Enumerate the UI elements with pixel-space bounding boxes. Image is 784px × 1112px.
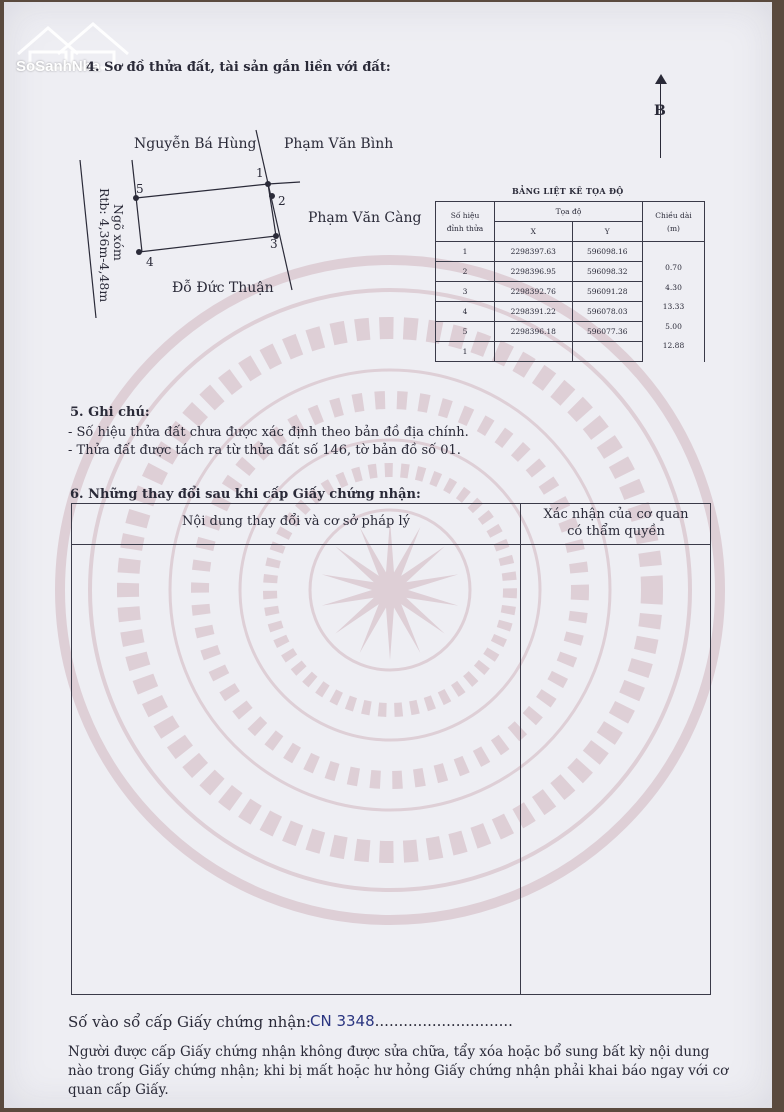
header-x: X [495, 222, 573, 242]
vertex-label-3: 3 [270, 237, 278, 251]
vertex-label-1: 1 [256, 166, 264, 180]
registry-number: CN 3348............................. [310, 1012, 513, 1030]
table-row: 5 2298396.18 596077.36 [436, 322, 705, 342]
changes-table [71, 503, 711, 995]
note-line-2: - Thửa đất được tách ra từ thửa đất số 146, tờ bản đồ số 01. [68, 443, 461, 458]
plot-vertex [136, 249, 142, 255]
header-coord: Tọa độ [495, 202, 643, 222]
vertex-label-2: 2 [278, 194, 286, 208]
table-row: 1 [436, 342, 705, 362]
neighbor-top-left: Nguyễn Bá Hùng [134, 136, 257, 152]
changes-header-line [72, 544, 710, 545]
vertex-label-4: 4 [146, 255, 154, 269]
header-y: Y [572, 222, 642, 242]
neighbor-top-right: Phạm Văn Bình [284, 136, 394, 152]
neighbor-left-width: Rtb: 4,36m-4,48m [97, 188, 112, 303]
header-length: Chiều dài (m) [643, 202, 705, 242]
footer-note: Người được cấp Giấy chứng nhận không được sửa chữa, tẩy xóa hoặc bổ sung bất kỳ nội dung nào trong Giấy chứng nhận; khi bị mất hoặc hư hỏng Giấy chứng nhận phải khai báo ngay với cơ quan cấp Giấy. [68, 1044, 729, 1098]
table-row: 1 2298397.63 596098.16 0.70 4.30 13.33 5.00 12.88 [436, 242, 705, 262]
header-point: Số hiệu đỉnh thửa [436, 202, 495, 242]
vertex-label-5: 5 [136, 182, 144, 196]
plot-vertex [269, 193, 275, 199]
section-4-title: 4. Sơ đồ thửa đất, tài sản gắn liền với đất: [86, 60, 391, 75]
coord-table-title: BẢNG LIỆT KÊ TỌA ĐỘ [512, 186, 624, 196]
neighbor-right: Phạm Văn Càng [308, 210, 422, 226]
section-6-title: 6. Những thay đổi sau khi cấp Giấy chứng nhận: [70, 487, 421, 502]
length-column: 0.70 4.30 13.33 5.00 12.88 [643, 242, 705, 362]
table-row: 3 2298392.76 596091.28 [436, 282, 705, 302]
north-label: B [654, 103, 666, 119]
changes-col-confirm: Xác nhận của cơ quan có thẩm quyền [543, 507, 689, 539]
watermark-logo-text: SoSanhNha [16, 58, 101, 75]
table-row: 2 2298396.95 596098.32 [436, 262, 705, 282]
coord-table [435, 201, 705, 362]
note-line-1: - Số hiệu thửa đất chưa được xác định theo bản đồ địa chính. [68, 425, 469, 440]
table-row: 4 2298391.22 596078.03 [436, 302, 705, 322]
registry-label: Số vào sổ cấp Giấy chứng nhận: [68, 1013, 311, 1031]
changes-col-content: Nội dung thay đổi và cơ sở pháp lý [182, 514, 410, 529]
plot-vertex [265, 181, 271, 187]
neighbor-bottom: Đỗ Đức Thuận [172, 280, 274, 296]
section-5-title: 5. Ghi chú: [70, 405, 150, 420]
changes-divider [520, 504, 521, 994]
neighbor-left-road: Ngõ xóm [111, 204, 126, 261]
